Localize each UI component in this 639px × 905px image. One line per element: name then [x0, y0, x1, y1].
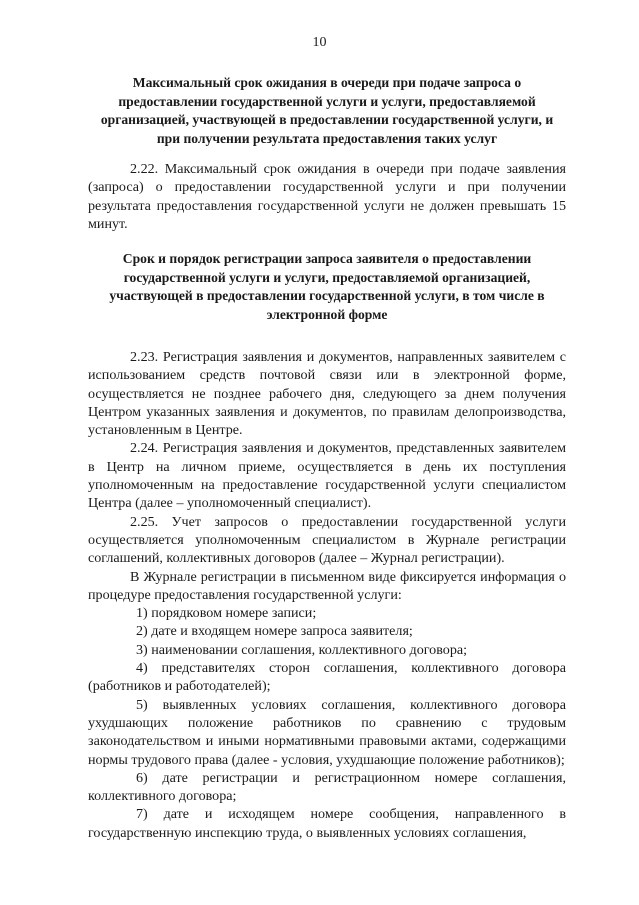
list-item: 5) выявленных условиях соглашения, коллективного договора ухудшающих положение работников по сравнению с трудовым законодательством и иными нормативными правовыми актами, содержащими нормы трудового права (далее - условия, ухудшающие положение работников); [88, 696, 566, 768]
list-item: 7) дате и исходящем номере сообщения, направленного в государственную инспекцию труда, о выявленных условиях соглашения, [88, 806, 566, 841]
list-item: 6) дате регистрации и регистрационном номере соглашения, коллективного договора; [88, 769, 566, 805]
section-heading-queue-time: Максимальный срок ожидания в очереди при подаче запроса о предоставлении государственной услуги и услуги, предоставляемой организацией, участвующей в предоставлении государственной услуги, и при получении результата предоставления таких услуг [100, 75, 554, 146]
paragraph-journal: В Журнале регистрации в письменном виде фиксируется информация о процедуре предоставления государственной услуги: [88, 568, 566, 603]
page-number: 10 [312, 35, 327, 50]
paragraph-2-22: 2.22. Максимальный срок ожидания в очереди при подаче заявления (запроса) о предоставлении государственной услуги и при получении результата предоставления государственной услуги не должен превышать 15 минут. [88, 161, 566, 232]
section-registration-body [88, 348, 566, 842]
section-heading-registration: Срок и порядок регистрации запроса заявителя о предоставлении государственной услуги и услуги, предоставляемой организацией, участвующей в предоставлении государственной услуги, в том числе в электронной форме [109, 251, 545, 322]
list-item: 4) представителях сторон соглашения, коллективного договора (работников и работодателей); [88, 660, 566, 695]
list-item: 3) наименовании соглашения, коллективного договора; [136, 641, 468, 658]
paragraph-2-23: 2.23. Регистрация заявления и документов, направленных заявителем с использованием средств почтовой связи или в электронной форме, осуществляется не позднее рабочего дня, следующего за днем получения Центром указанных заявления и документов, по правилам делопроизводства, установленным в Центре. [88, 349, 566, 439]
paragraph-2-24: 2.24. Регистрация заявления и документов, представленных заявителем в Центр на личном приеме, осуществляется в день их поступления уполномоченным на предоставление государственной услуги специалистом Центра (далее – уполномоченный специалист). [88, 440, 566, 512]
paragraph-2-25: 2.25. Учет запросов о предоставлении государственной услуги осуществляется уполномоченным специалистом в Журнале регистрации соглашений, коллективных договоров (далее – Журнал регистрации). [88, 513, 566, 567]
list-item: 1) порядковом номере записи; [136, 605, 317, 622]
list-item: 2) дате и входящем номере запроса заявителя; [136, 623, 413, 640]
section-queue-time-body [88, 160, 566, 233]
